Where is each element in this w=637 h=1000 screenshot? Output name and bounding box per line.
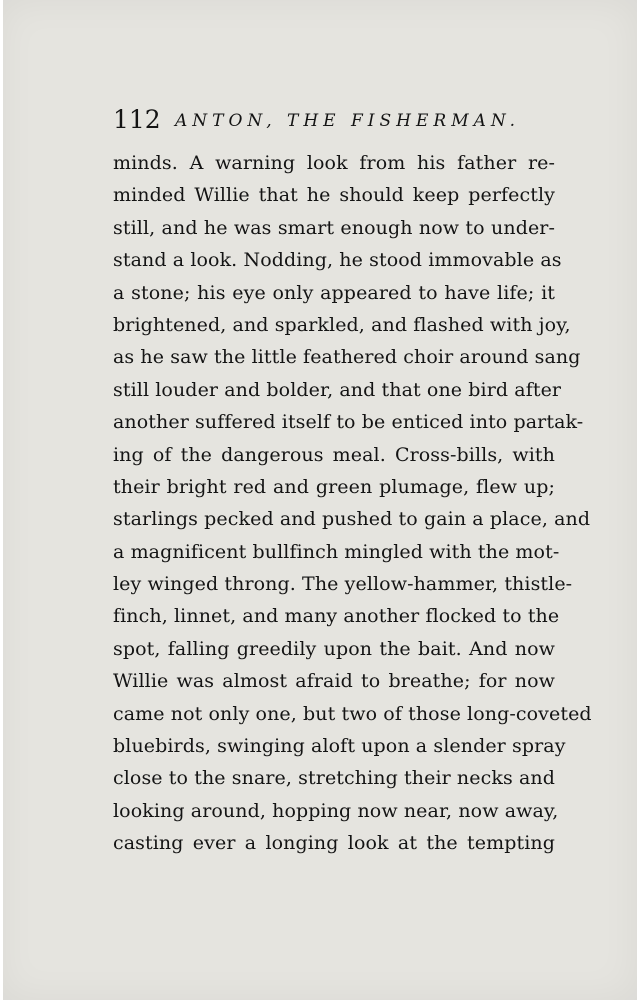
- body-text: [113, 147, 592, 860]
- text-line: starlings pecked and pushed to gain a place, and: [113, 508, 591, 531]
- text-line: another suffered itself to be enticed into partak-: [113, 411, 584, 434]
- running-head: ANTON, THE FISHERMAN.: [175, 111, 521, 131]
- text-line: Willie was almost afraid to breathe; for now: [113, 670, 555, 693]
- text-line: ley winged throng. The yellow-hammer, thistle-: [113, 573, 573, 596]
- text-line: as he saw the little feathered choir around sang: [113, 346, 581, 369]
- text-line: a magnificent bullfinch mingled with the mot-: [113, 540, 560, 563]
- text-line: minded Willie that he should keep perfectly: [113, 184, 555, 207]
- text-line: stand a look. Nodding, he stood immovable as: [113, 249, 562, 272]
- text-line: still, and he was smart enough now to under-: [113, 216, 555, 239]
- text-line: a stone; his eye only appeared to have life; it: [113, 281, 555, 304]
- text-line: finch, linnet, and many another flocked to the: [113, 605, 560, 628]
- text-line: came not only one, but two of those long-coveted: [113, 702, 592, 725]
- text-line: still louder and bolder, and that one bird after: [113, 378, 562, 401]
- text-line: brightened, and sparkled, and flashed with joy,: [113, 313, 571, 336]
- page-edge: [0, 0, 3, 1000]
- text-line: their bright red and green plumage, flew up;: [113, 475, 555, 498]
- text-line: close to the snare, stretching their necks and: [113, 767, 555, 790]
- text-line: ing of the dangerous meal. Cross-bills, with: [113, 443, 555, 466]
- text-line: minds. A warning look from his father re-: [113, 152, 555, 174]
- text-line: casting ever a longing look at the tempting: [113, 832, 555, 855]
- text-line: bluebirds, swinging aloft upon a slender spray: [113, 735, 566, 758]
- page-number: 112: [113, 105, 161, 134]
- page-header: [113, 104, 533, 136]
- text-line: looking around, hopping now near, now away,: [113, 799, 559, 822]
- text-line: spot, falling greedily upon the bait. And now: [113, 637, 555, 660]
